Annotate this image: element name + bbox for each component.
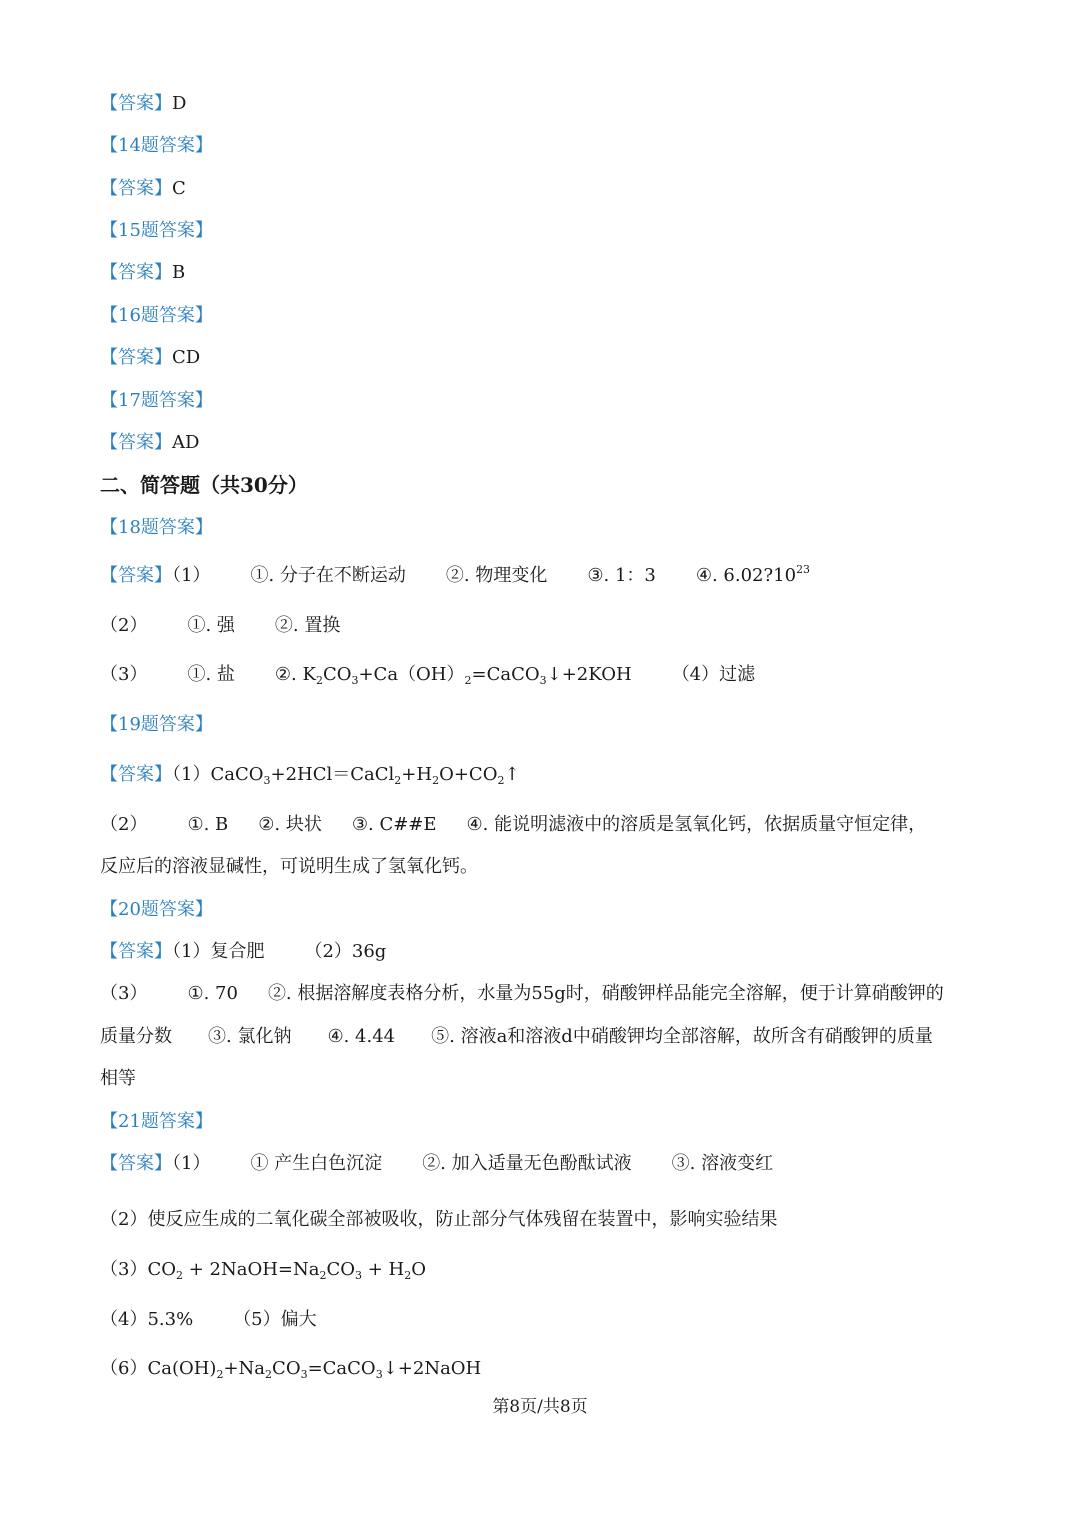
question-heading: 【14题答案】 xyxy=(100,135,213,156)
answer-line: （2）使反应生成的二氧化碳全部被吸收，防止部分气体残留在装置中，影响实验结果 xyxy=(100,1209,778,1230)
answer-line xyxy=(100,1151,773,1177)
part-label: （1） xyxy=(172,1153,211,1174)
sub-answer: ④. 4.44 xyxy=(327,1026,396,1047)
answer-line xyxy=(100,613,340,639)
answer-label: 【答案】 xyxy=(100,178,172,199)
sub-answer: ④. 6.02?10 xyxy=(695,565,797,586)
chemical-equation: $CO_3+Ca(OH)_2=CaCO_3↓+2KOH$ xyxy=(322,664,632,687)
question-heading: 【20题答案】 xyxy=(100,899,213,920)
sub-answer: （1）复合肥 xyxy=(172,941,265,962)
sub-answer: ③. 溶液变红 xyxy=(671,1153,774,1174)
answer-value: D xyxy=(172,93,187,114)
answer-value: AD xyxy=(172,432,200,453)
page-footer: 第8页/共8页 xyxy=(492,1397,588,1417)
answer-label: 【答案】 xyxy=(100,941,172,962)
sub-answer: ④. 能说明滤液中的溶质是氢氧化钙，依据质量守恒定律， xyxy=(466,814,927,835)
part-label: （3） xyxy=(100,1259,148,1280)
answer-label: 【答案】 xyxy=(100,93,172,114)
sub-answer: ① 产生白色沉淀 xyxy=(250,1153,383,1174)
chemical-equation: $CaCO_3+2HCl=CaCl_2+H_2O+CO_2↑$ xyxy=(210,764,520,787)
sub-answer: （4）5.3% xyxy=(100,1309,194,1330)
answer-label: 【答案】 xyxy=(100,1153,172,1174)
question-heading: 【15题答案】 xyxy=(100,220,213,241)
sub-answer: ③. 氯化钠 xyxy=(208,1026,292,1047)
part-label: （3） xyxy=(100,664,148,685)
answer-line xyxy=(100,939,386,965)
answer-line xyxy=(100,91,186,117)
answer-label: 【答案】 xyxy=(100,347,172,368)
answer-line xyxy=(100,260,185,286)
answer-line: 反应后的溶液显碱性，可说明生成了氢氧化钙。 xyxy=(100,856,478,877)
answer-line xyxy=(100,1307,317,1333)
question-heading: 【17题答案】 xyxy=(100,390,213,411)
sub-answer: ②. 根据溶解度表格分析，水量为55g时，硝酸钾样品能完全溶解，便于计算硝酸钾的 xyxy=(267,983,944,1004)
question-heading: 【16题答案】 xyxy=(100,305,213,326)
sub-answer: ③. 1：3 xyxy=(587,565,656,586)
answer-line xyxy=(100,1024,933,1050)
exponent: 23 xyxy=(796,563,811,576)
answer-label: 【答案】 xyxy=(100,262,172,283)
answer-value: CD xyxy=(172,347,201,368)
sub-answer: ①. 强 xyxy=(187,615,235,636)
sub-answer: ①. 70 xyxy=(187,983,238,1004)
answer-label: 【答案】 xyxy=(100,565,172,586)
sub-answer: 质量分数 xyxy=(100,1026,172,1047)
sub-answer: ②. K xyxy=(274,664,316,685)
answer-line xyxy=(100,1356,481,1382)
section-title: 二、简答题（共30分） xyxy=(100,473,308,497)
part-label: （6） xyxy=(100,1358,148,1379)
question-heading: 【18题答案】 xyxy=(100,517,213,538)
sub-answer: ①. 盐 xyxy=(187,664,235,685)
sub-answer: ②. 置换 xyxy=(274,615,341,636)
sub-answer: （5）偏大 xyxy=(233,1309,317,1330)
chemical-equation: $CO_2$ + $2NaOH=Na_2CO_3 + H_2O$ xyxy=(147,1259,426,1282)
part-label: （2） xyxy=(100,615,148,636)
answer-label: 【答案】 xyxy=(100,764,172,785)
part-label: （3） xyxy=(100,983,148,1004)
answer-line xyxy=(100,563,810,589)
sub-answer: ②. 块状 xyxy=(258,814,322,835)
question-heading: 【21题答案】 xyxy=(100,1111,213,1132)
answer-line xyxy=(100,762,520,788)
answer-line: （3） ①. 盐 ②. $K_2CO_3+Ca(OH)_2=CaCO_3↓+2KOH$ （4）过滤 xyxy=(100,664,756,687)
sub-answer: ⑤. 溶液a和溶液d中硝酸钾均全部溶解，故所含有硝酸钾的质量 xyxy=(431,1026,933,1047)
sub-answer: （4）过滤 xyxy=(671,664,756,685)
answer-value: B xyxy=(172,262,186,283)
answer-line xyxy=(100,1257,426,1283)
sub-answer: ①. B xyxy=(187,814,229,835)
sub-answer: ③. C##E xyxy=(351,814,437,835)
answer-line xyxy=(100,176,186,202)
answer-line xyxy=(100,430,199,456)
sub-answer: （2）36g xyxy=(304,941,387,962)
sub-answer: ①. 分子在不断运动 xyxy=(250,565,406,586)
answer-line xyxy=(100,812,926,838)
sub-answer: ②. 物理变化 xyxy=(445,565,548,586)
answer-label: 【答案】 xyxy=(100,432,172,453)
answer-value: C xyxy=(172,178,186,199)
answer-line: 相等 xyxy=(100,1068,136,1089)
answer-line xyxy=(100,345,200,371)
chemical-equation: $Ca(OH)_2+Na_2CO_3=CaCO_3↓+2NaOH$ xyxy=(147,1358,482,1381)
question-heading: 【19题答案】 xyxy=(100,714,213,735)
answer-line xyxy=(100,981,944,1007)
part-label: （1） xyxy=(172,764,211,785)
part-label: （1） xyxy=(172,565,211,586)
part-label: （2） xyxy=(100,814,148,835)
sub-answer: ②. 加入适量无色酚酞试液 xyxy=(422,1153,632,1174)
